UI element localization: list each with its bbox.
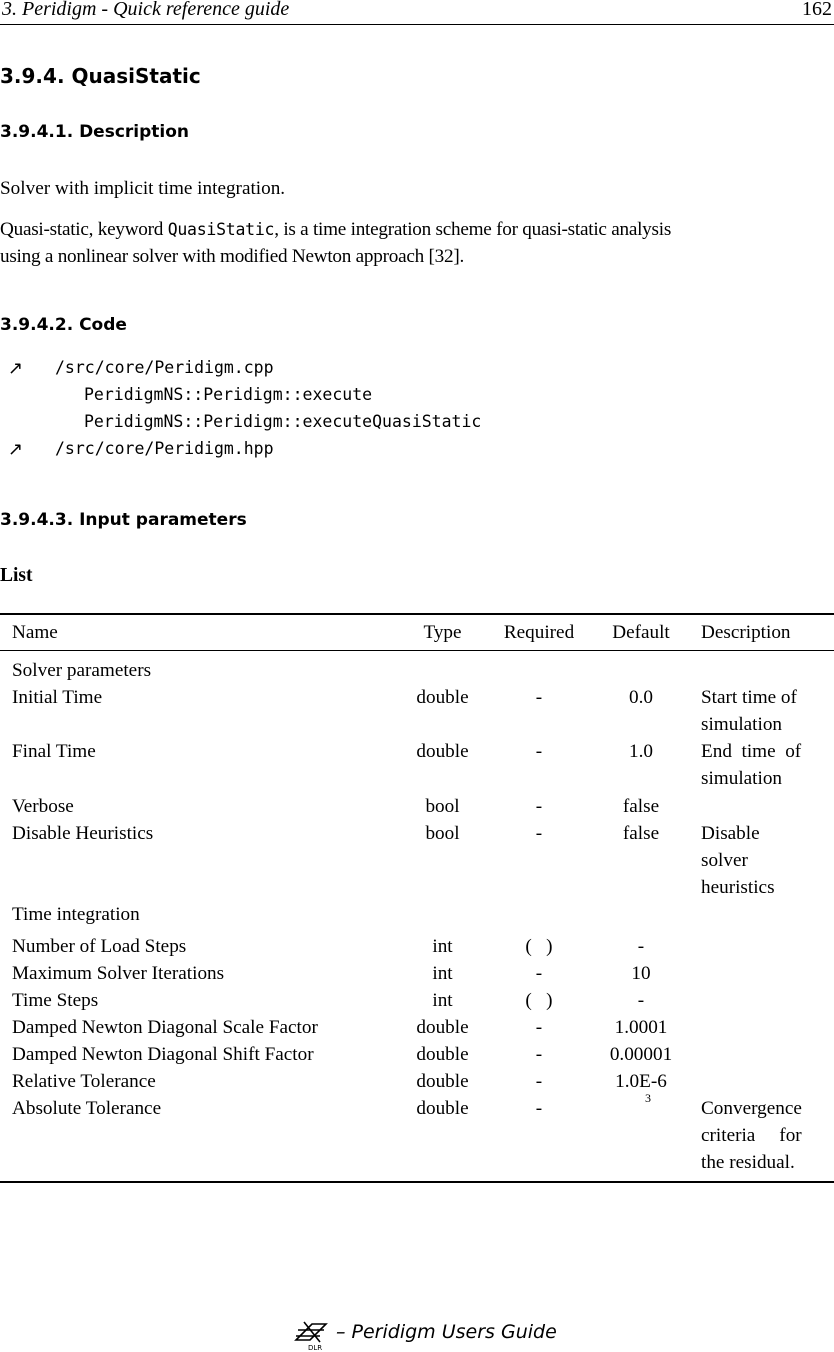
footer-title: – Peridigm Users Guide [336,1321,557,1343]
input-parameters-heading: 3.9.4.3. Input parameters [0,510,247,530]
arrow-icon: ↗ [8,439,24,460]
code-function-execute: PeridigmNS::Peridigm::execute [84,385,373,404]
code-file-cpp: /src/core/Peridigm.cpp [55,358,274,377]
table-top-rule [0,613,834,615]
column-header-description: Description [701,622,791,643]
column-header-required: Required [503,622,575,643]
page-number: 162 [802,0,832,20]
list-label: List [0,565,33,586]
description-heading: 3.9.4.1. Description [0,122,190,142]
description-para2: Quasi-static, keyword QuasiStatic, is a time integration scheme for quasi-static analysis using a nonlinear solver with modified Newton approach [32]. [0,219,672,267]
superscript-value: 3 [645,1091,651,1105]
running-header [0,0,834,25]
keyword-code: QuasiStatic [167,220,275,239]
description-para1: Solver with implicit time integration. [0,178,286,199]
column-header-type: Type [423,622,462,643]
group-label-time-integration: Time integration [12,904,140,925]
table-bottom-rule [0,1181,834,1183]
arrow-icon: ↗ [8,358,24,379]
column-header-name: Name [12,622,58,643]
section-title: QuasiStatic [71,64,201,88]
column-header-default: Default [612,622,670,643]
footer [290,1318,590,1352]
table-header-rule [0,650,834,651]
code-file-hpp: /src/core/Peridigm.hpp [55,439,274,458]
svg-text:DLR: DLR [308,1344,323,1352]
group-label-solver: Solver parameters [12,660,152,681]
chapter-title: 3. Peridigm - Quick reference guide [2,0,290,20]
code-heading: 3.9.4.2. Code [0,315,127,335]
section-heading [0,64,201,88]
code-function-quasistatic: PeridigmNS::Peridigm::executeQuasiStatic [84,412,482,431]
dlr-logo [290,1318,334,1352]
section-number: 3.9.4. [0,64,65,88]
